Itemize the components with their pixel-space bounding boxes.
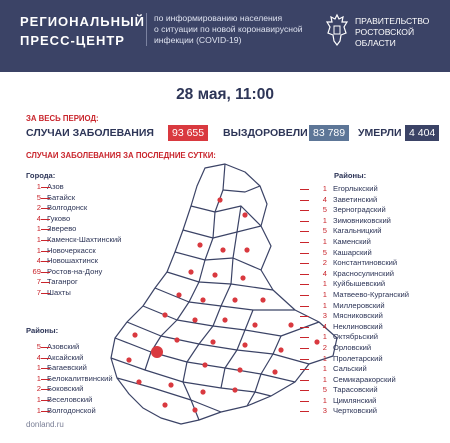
case-count: 2 bbox=[322, 258, 327, 268]
list-item bbox=[312, 248, 409, 259]
title-line-2: ПРЕСС-ЦЕНТР bbox=[20, 33, 125, 48]
connector-line bbox=[300, 390, 309, 391]
case-dot bbox=[136, 379, 141, 384]
district-border bbox=[191, 206, 261, 226]
list-item bbox=[26, 288, 121, 299]
case-dot bbox=[222, 317, 227, 322]
connector-line bbox=[300, 359, 309, 360]
case-dot bbox=[192, 317, 197, 322]
case-count: 7 bbox=[36, 277, 41, 287]
case-count: 1 bbox=[322, 279, 327, 289]
case-dot bbox=[232, 297, 237, 302]
case-dot bbox=[242, 342, 247, 347]
area-name: Кашарский bbox=[333, 247, 372, 257]
period-label: ЗА ВЕСЬ ПЕРИОД: bbox=[26, 114, 99, 123]
cities-title: Города: bbox=[26, 171, 56, 180]
case-count: 2 bbox=[36, 384, 41, 394]
daily-label: СЛУЧАИ ЗАБОЛЕВАНИЯ ЗА ПОСЛЕДНИЕ СУТКИ: bbox=[26, 151, 216, 160]
case-count: 1 bbox=[322, 184, 327, 193]
case-count: 1 bbox=[36, 394, 41, 404]
deaths-value-badge: 4 404 bbox=[405, 125, 439, 141]
area-name: Волгодонской bbox=[47, 405, 96, 415]
area-name: Азов bbox=[47, 182, 64, 191]
list-item bbox=[26, 374, 113, 385]
area-name: Куйбышевский bbox=[333, 279, 386, 289]
area-name: Пролетарский bbox=[333, 353, 383, 363]
recovered-value-badge: 83 789 bbox=[309, 125, 349, 141]
government-line: ПРАВИТЕЛЬСТВО bbox=[355, 16, 430, 26]
district-border bbox=[223, 186, 260, 192]
area-name: Зимовниковский bbox=[333, 215, 391, 225]
area-name: Багаевский bbox=[47, 363, 87, 373]
area-name: Красносулинский bbox=[333, 268, 394, 278]
connector-line bbox=[300, 200, 309, 201]
case-count: 1 bbox=[322, 353, 327, 363]
case-dot bbox=[162, 402, 167, 407]
report-date: 28 мая, 11:00 bbox=[176, 86, 274, 103]
case-count: 4 bbox=[36, 213, 41, 223]
case-dot bbox=[240, 275, 245, 280]
list-item bbox=[312, 184, 409, 195]
list-item bbox=[312, 375, 409, 386]
case-count: 4 bbox=[36, 256, 41, 266]
area-name: Мясниковский bbox=[333, 311, 383, 321]
districts-right-list bbox=[312, 184, 409, 417]
list-item bbox=[312, 258, 409, 269]
connector-line bbox=[300, 295, 309, 296]
districts-left-list bbox=[26, 342, 113, 416]
area-name: Новошахтинск bbox=[47, 256, 98, 266]
case-dot bbox=[278, 347, 283, 352]
case-count: 1 bbox=[322, 215, 327, 225]
connector-line bbox=[41, 368, 50, 369]
district-border bbox=[175, 252, 261, 270]
case-count: 5 bbox=[322, 385, 327, 395]
list-item bbox=[312, 269, 409, 280]
list-item bbox=[312, 290, 409, 301]
connector-line bbox=[300, 274, 309, 275]
area-name: Аксайский bbox=[47, 352, 84, 362]
case-dot bbox=[252, 322, 257, 327]
case-count: 1 bbox=[322, 300, 327, 310]
list-item bbox=[26, 384, 113, 395]
connector-line bbox=[300, 316, 309, 317]
list-item bbox=[26, 214, 121, 225]
description-line: о ситуации по новой коронавирусной bbox=[154, 24, 303, 34]
case-dot bbox=[260, 297, 265, 302]
area-name: Новочеркасск bbox=[47, 245, 96, 255]
area-name: Волгодонск bbox=[47, 203, 88, 213]
case-dot bbox=[174, 337, 179, 342]
case-count: 4 bbox=[36, 352, 41, 362]
area-name: Каменск-Шахтинский bbox=[47, 234, 122, 244]
list-item bbox=[26, 203, 121, 214]
case-count: 1 bbox=[36, 363, 41, 373]
connector-line bbox=[300, 189, 309, 190]
case-count: 5 bbox=[322, 247, 327, 257]
case-count: 69 bbox=[32, 266, 41, 276]
footer-website: donland.ru bbox=[26, 420, 64, 429]
connector-line bbox=[300, 263, 309, 264]
list-item bbox=[312, 332, 409, 343]
government-line: РОСТОВСКОЙ bbox=[355, 27, 415, 37]
list-item bbox=[312, 396, 409, 407]
area-name: Матвеево-Курганский bbox=[333, 289, 410, 299]
connector-line bbox=[300, 242, 309, 243]
connector-line bbox=[41, 293, 50, 294]
list-item bbox=[26, 256, 121, 267]
connector-line bbox=[41, 379, 50, 380]
district-border bbox=[167, 272, 273, 290]
list-item bbox=[26, 224, 121, 235]
case-count: 5 bbox=[322, 226, 327, 236]
connector-line bbox=[300, 306, 309, 307]
connector-line bbox=[300, 284, 309, 285]
connector-line bbox=[41, 208, 50, 209]
connector-line bbox=[41, 240, 50, 241]
list-item bbox=[312, 322, 409, 333]
case-count: 1 bbox=[322, 395, 327, 405]
case-dot bbox=[212, 272, 217, 277]
connector-line bbox=[300, 327, 309, 328]
list-item bbox=[26, 277, 121, 288]
case-count: 1 bbox=[322, 364, 327, 374]
list-item bbox=[26, 406, 113, 417]
case-count: 1 bbox=[322, 374, 327, 384]
connector-line bbox=[300, 411, 309, 412]
area-name: Веселовский bbox=[47, 394, 93, 404]
district-border bbox=[111, 358, 271, 396]
districts-right-title: Районы: bbox=[334, 171, 367, 180]
area-name: Миллеровский bbox=[333, 300, 385, 310]
case-dot bbox=[210, 339, 215, 344]
connector-line bbox=[41, 219, 50, 220]
list-item bbox=[26, 246, 121, 257]
case-dot bbox=[217, 197, 222, 202]
case-dot bbox=[162, 312, 167, 317]
area-name: Неклиновский bbox=[333, 321, 383, 331]
area-name: Октябрьский bbox=[333, 332, 379, 342]
press-center-title bbox=[20, 14, 146, 48]
case-dot bbox=[200, 389, 205, 394]
rostov-case-dot bbox=[151, 346, 163, 358]
connector-line bbox=[300, 348, 309, 349]
area-name: Азовский bbox=[47, 342, 80, 351]
area-name: Белокалитвинский bbox=[47, 373, 113, 383]
district-border bbox=[183, 226, 261, 238]
area-name: Каменский bbox=[333, 236, 371, 246]
case-dot bbox=[176, 292, 181, 297]
case-dot bbox=[202, 362, 207, 367]
case-count: 1 bbox=[36, 182, 41, 191]
connector-line bbox=[41, 251, 50, 252]
deaths-label: УМЕРЛИ bbox=[358, 127, 402, 139]
list-item bbox=[26, 353, 113, 364]
list-item bbox=[26, 193, 121, 204]
area-name: Константиновский bbox=[333, 258, 398, 268]
connector-line bbox=[300, 221, 309, 222]
area-name: Семикаракорский bbox=[333, 374, 396, 384]
case-dot bbox=[126, 357, 131, 362]
connector-line bbox=[300, 210, 309, 211]
connector-line bbox=[41, 400, 50, 401]
total-stats bbox=[26, 125, 446, 141]
area-name: Таганрог bbox=[47, 277, 78, 287]
connector-line bbox=[41, 198, 50, 199]
case-count: 3 bbox=[322, 311, 327, 321]
list-item bbox=[312, 364, 409, 375]
connector-line bbox=[41, 261, 50, 262]
connector-line bbox=[300, 401, 309, 402]
case-dot bbox=[188, 269, 193, 274]
case-count: 4 bbox=[322, 194, 327, 204]
case-count: 7 bbox=[36, 287, 41, 297]
case-count: 3 bbox=[322, 406, 327, 416]
area-name: Цимлянский bbox=[333, 395, 377, 405]
area-name: Гуково bbox=[47, 213, 71, 223]
area-name: Зверево bbox=[47, 224, 77, 234]
list-item bbox=[312, 205, 409, 216]
list-item bbox=[312, 301, 409, 312]
cases-label: СЛУЧАИ ЗАБОЛЕВАНИЯ bbox=[26, 127, 154, 139]
connector-line bbox=[300, 380, 309, 381]
list-item bbox=[312, 216, 409, 227]
case-count: 1 bbox=[36, 405, 41, 415]
area-name: Батайск bbox=[47, 192, 76, 202]
cases-value-badge: 93 655 bbox=[168, 125, 208, 141]
government-line: ОБЛАСТИ bbox=[355, 38, 396, 48]
recovered-label: ВЫЗДОРОВЕЛИ bbox=[223, 127, 308, 139]
description-line: по информированию населения bbox=[154, 13, 283, 23]
case-dot bbox=[288, 322, 293, 327]
case-dot bbox=[192, 407, 197, 412]
area-name: Заветинский bbox=[333, 194, 378, 204]
connector-line bbox=[41, 282, 50, 283]
case-count: 1 bbox=[36, 245, 41, 255]
case-dot bbox=[232, 387, 237, 392]
case-count: 1 bbox=[36, 234, 41, 244]
case-count: 4 bbox=[322, 321, 327, 331]
connector-line bbox=[300, 231, 309, 232]
district-border bbox=[215, 164, 225, 212]
case-count: 4 bbox=[322, 268, 327, 278]
case-dot bbox=[168, 382, 173, 387]
connector-line bbox=[41, 272, 50, 273]
connector-line bbox=[300, 369, 309, 370]
list-item bbox=[312, 354, 409, 365]
connector-line bbox=[41, 358, 50, 359]
area-name: Сальский bbox=[333, 364, 367, 374]
list-item bbox=[312, 279, 409, 290]
list-item bbox=[312, 237, 409, 248]
case-count: 1 bbox=[322, 236, 327, 246]
connector-line bbox=[300, 337, 309, 338]
list-item bbox=[312, 385, 409, 396]
area-name: Шахты bbox=[47, 287, 71, 297]
list-item bbox=[26, 182, 121, 193]
case-count: 5 bbox=[36, 192, 41, 202]
title-line-1: РЕГИОНАЛЬНЫЙ bbox=[20, 14, 146, 29]
case-dot bbox=[244, 247, 249, 252]
coat-of-arms-icon bbox=[324, 13, 350, 47]
list-item bbox=[312, 406, 409, 417]
district-border bbox=[117, 378, 221, 412]
case-dot bbox=[132, 332, 137, 337]
description-line: инфекции (COVID-19) bbox=[154, 35, 242, 45]
connector-line bbox=[41, 187, 50, 188]
header-banner bbox=[0, 0, 450, 72]
case-count: 5 bbox=[322, 205, 327, 215]
case-dot bbox=[272, 369, 277, 374]
case-count: 1 bbox=[36, 373, 41, 383]
government-label bbox=[355, 16, 445, 49]
area-name: Орловский bbox=[333, 342, 372, 352]
header-description bbox=[146, 13, 324, 46]
connector-line bbox=[41, 229, 50, 230]
case-count: 2 bbox=[322, 342, 327, 352]
area-name: Кагальницкий bbox=[333, 226, 382, 236]
list-item bbox=[26, 342, 113, 353]
connector-line bbox=[300, 253, 309, 254]
case-dot bbox=[200, 297, 205, 302]
area-name: Чертковский bbox=[333, 406, 378, 416]
list-item bbox=[26, 395, 113, 406]
list-item bbox=[26, 235, 121, 246]
case-count: 2 bbox=[36, 203, 41, 213]
list-item bbox=[312, 311, 409, 322]
list-item bbox=[312, 226, 409, 237]
area-name: Боковский bbox=[47, 384, 84, 394]
area-name: Тарасовский bbox=[333, 385, 378, 395]
district-border bbox=[127, 322, 309, 364]
connector-line bbox=[41, 411, 50, 412]
area-name: Зерноградский bbox=[333, 205, 386, 215]
districts-left-title: Районы: bbox=[26, 326, 59, 335]
case-count: 1 bbox=[322, 332, 327, 342]
case-dot bbox=[197, 242, 202, 247]
area-name: Егорлыкский bbox=[333, 184, 378, 193]
case-dot bbox=[220, 247, 225, 252]
case-dot bbox=[237, 367, 242, 372]
list-item bbox=[26, 363, 113, 374]
cities-list bbox=[26, 182, 121, 299]
list-item bbox=[312, 343, 409, 354]
area-name: Ростов-на-Дону bbox=[47, 266, 103, 276]
case-dot bbox=[242, 212, 247, 217]
case-count: 5 bbox=[36, 342, 41, 351]
list-item bbox=[26, 267, 121, 278]
connector-line bbox=[41, 389, 50, 390]
connector-line bbox=[41, 347, 50, 348]
list-item bbox=[312, 195, 409, 206]
case-count: 1 bbox=[36, 224, 41, 234]
case-count: 1 bbox=[322, 289, 327, 299]
